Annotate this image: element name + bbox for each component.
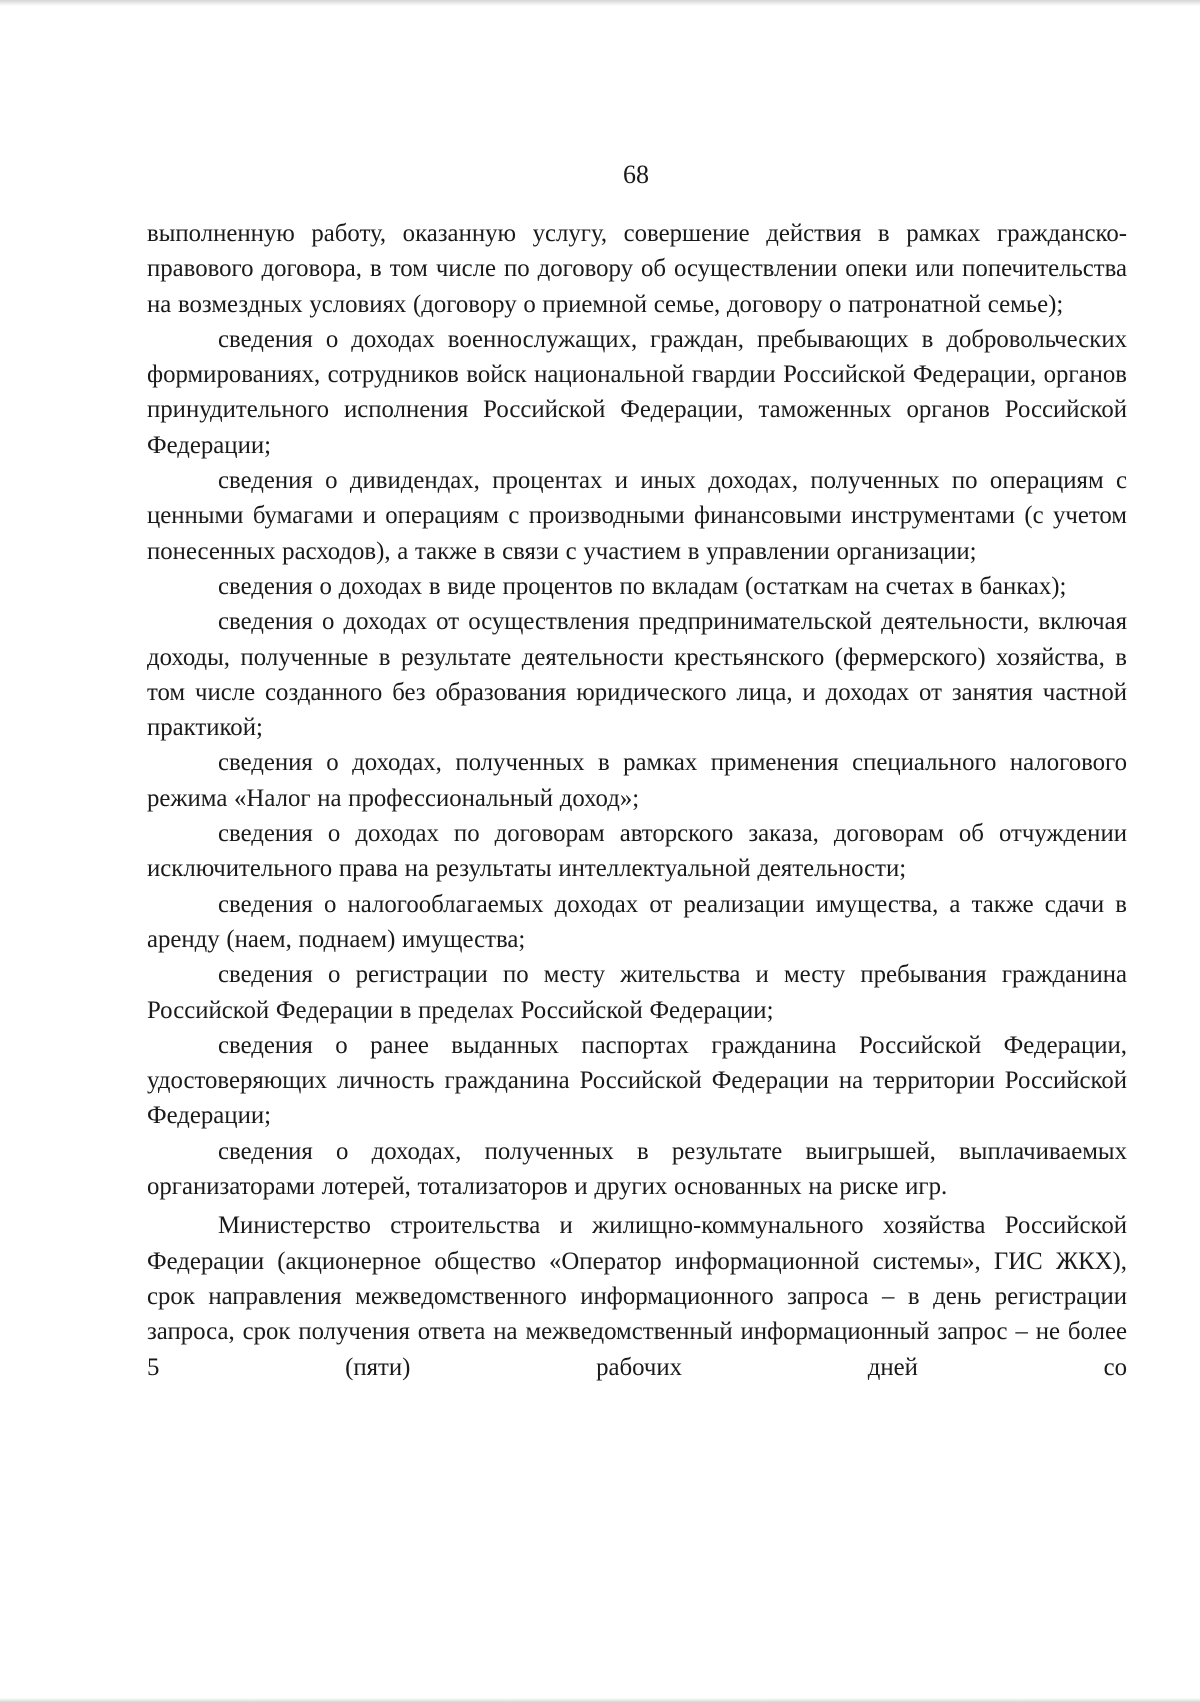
paragraph-copyright-income: сведения о доходах по договорам авторского заказа, договорам об отчуждении исключительного права на результаты интеллектуальной деятельности; bbox=[147, 820, 1127, 883]
paragraph-passports: сведения о ранее выданных паспортах гражданина Российской Федерации, удостоверяющих личность гражданина Российской Федерации на территории Российской Федерации; bbox=[147, 1031, 1127, 1130]
paragraph-registration: сведения о регистрации по месту жительства и месту пребывания гражданина Российской Федерации в пределах Российской Федерации; bbox=[147, 961, 1127, 1024]
scan-edge-bottom bbox=[0, 1698, 1200, 1703]
paragraph-lottery-income: сведения о доходах, полученных в результате выигрышей, выплачиваемых организаторами лотерей, тотализаторов и других основанных на риске игр. bbox=[147, 1137, 1127, 1201]
paragraph-dividends: сведения о дивидендах, процентах и иных доходах, полученных по операциям с ценными бумагами и операциям с производными финансовыми инструментами (с учетом понесенных расходов), а также в связи с участием в управлении организации; bbox=[147, 467, 1127, 565]
paragraph-continuation: выполненную работу, оказанную услугу, совершение действия в рамках гражданско-правового договора, в том числе по договору об осуществлении опеки или попечительства на возмездных условиях (договору о приемной семье, договору о патронатной семье); bbox=[147, 220, 1127, 318]
scan-edge-top bbox=[0, 0, 1200, 6]
paragraph-property-income: сведения о налогооблагаемых доходах от реализации имущества, а также сдачи в аренду (наем, поднаем) имущества; bbox=[147, 890, 1127, 953]
paragraph-ministry-construction: Министерство строительства и жилищно-коммунального хозяйства Российской Федерации (акционерное общество «Оператор информационной системы», ГИС ЖКХ), срок направления межведомственного информационного запроса – в день регистрации запроса, срок получения ответа на межведомственный информационный запрос – не более 5 (пяти) рабочих дней со bbox=[147, 1212, 1127, 1381]
page-number: 68 bbox=[623, 160, 649, 189]
paragraph-deposit-interest: сведения о доходах в виде процентов по вкладам (остаткам на счетах в банках); bbox=[218, 572, 1067, 600]
document-body bbox=[147, 216, 1127, 1385]
paragraph-business-income: сведения о доходах от осуществления предпринимательской деятельности, включая доходы, полученные в результате деятельности крестьянского (фермерского) хозяйства, в том числе созданного без образования юридического лица, и доходах от занятия частной практикой; bbox=[147, 608, 1127, 742]
paragraph-military-income: сведения о доходах военнослужащих, граждан, пребывающих в добровольческих формированиях, сотрудников войск национальной гвардии Российской Федерации, органов принудительного исполнения Российской Федерации, таможенных органов Российской Федерации; bbox=[147, 325, 1127, 459]
paragraph-professional-income-tax: сведения о доходах, полученных в рамках применения специального налогового режима «Налог на профессиональный доход»; bbox=[147, 749, 1127, 812]
